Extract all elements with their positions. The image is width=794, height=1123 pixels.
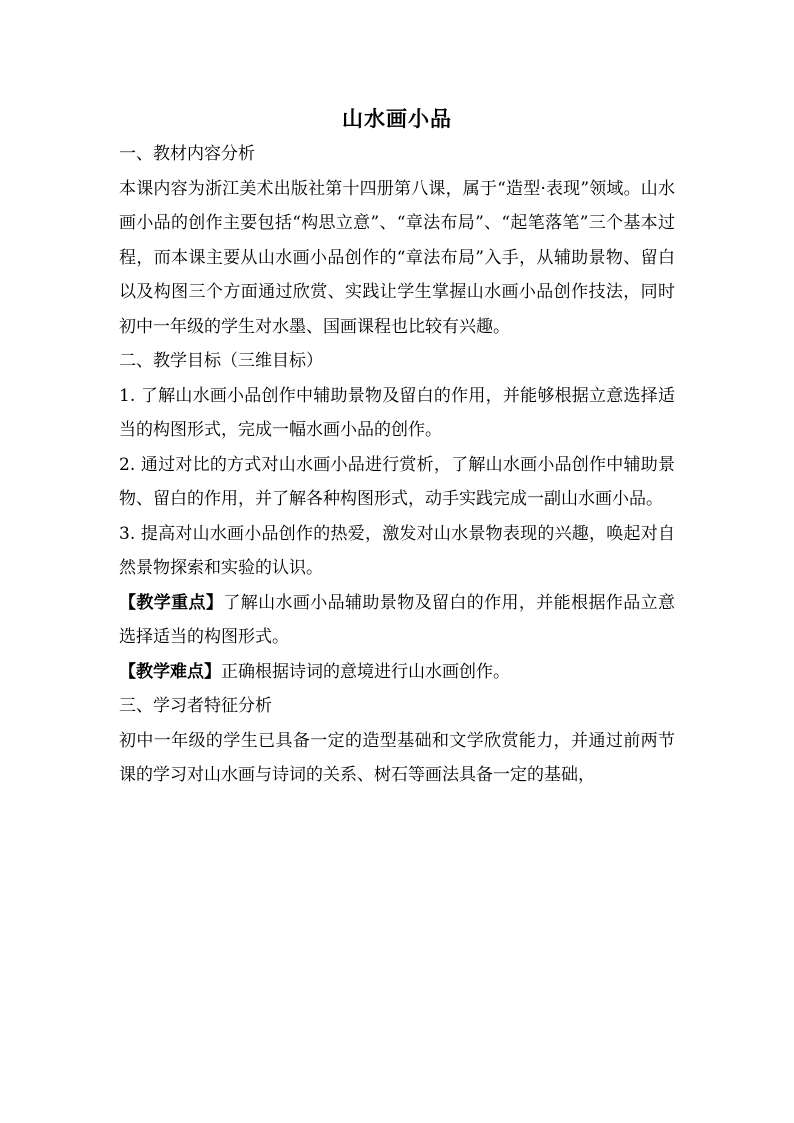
section-heading-teaching-goals: 二、教学目标（三维目标） [119, 351, 323, 371]
teaching-goal-1: 1. 了解山水画小品创作中辅助景物及留白的作用，并能够根据立意选择适当的构图形式，完成一幅水画小品的创作。 [119, 385, 675, 440]
teaching-difficulty [119, 655, 675, 690]
teaching-key-point [119, 586, 675, 655]
teaching-difficulty-label: 【教学难点】 [119, 661, 221, 682]
section-body-learner-analysis: 初中一年级的学生已具备一定的造型基础和文学欣赏能力，并通过前两节课的学习对山水画与诗词的关系、树石等画法具备一定的基础， [119, 730, 675, 785]
document-title: 山水画小品 [342, 106, 452, 131]
teaching-key-label: 【教学重点】 [119, 592, 224, 613]
teaching-goal-3: 3. 提高对山水画小品创作的热爱，激发对山水景物表现的兴趣，唤起对自然景物探索和实验的认识。 [119, 523, 675, 578]
teaching-goal-2: 2. 通过对比的方式对山水画小品进行赏析，了解山水画小品创作中辅助景物、留白的作用，并了解各种构图形式，动手实践完成一副山水画小品。 [119, 454, 675, 509]
section-heading-textbook-analysis: 一、教材内容分析 [119, 144, 255, 164]
document-content [119, 101, 675, 793]
teaching-key-text: 了解山水画小品辅助景物及留白的作用，并能根据作品立意选择适当的构图形式。 [119, 592, 676, 647]
section-heading-learner-analysis: 三、学习者特征分析 [119, 696, 272, 716]
teaching-difficulty-text: 正确根据诗词的意境进行山水画创作。 [221, 661, 510, 682]
section-body-textbook-analysis: 本课内容为浙江美术出版社第十四册第八课，属于“造型·表现”领域。山水画小品的创作主要包括“构思立意”、“章法布局”、“起笔落笔”三个基本过程，而本课主要从山水画小品创作的“章法布局”入手，从辅助景物、留白以及构图三个方面通过欣赏、实践让学生掌握山水画小品创作技法，同时初中一年级的学生对水墨、国画课程也比较有兴趣。 [119, 178, 675, 337]
